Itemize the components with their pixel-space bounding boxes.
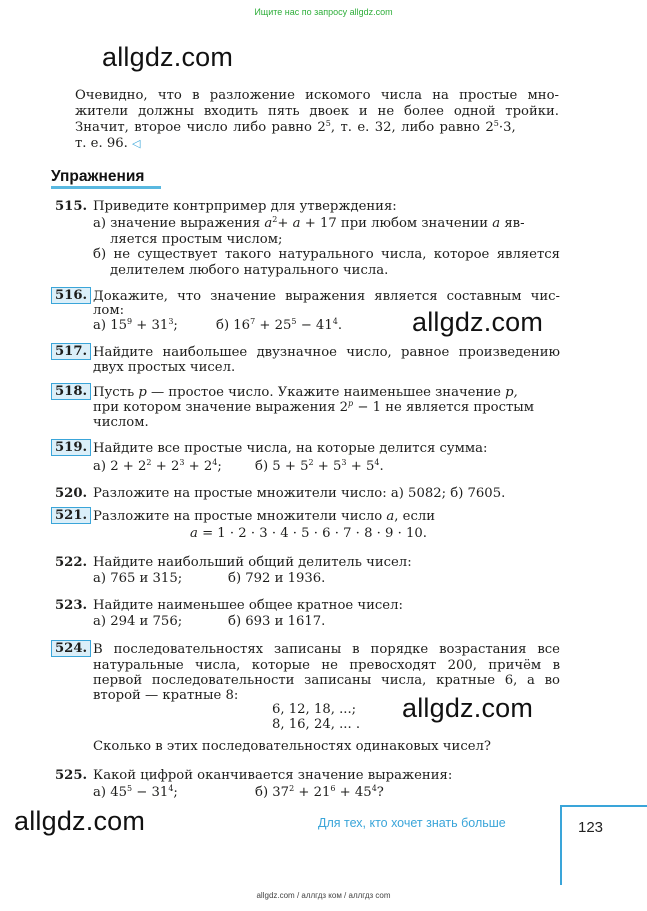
text: + 21 (294, 785, 331, 800)
intro-line (75, 120, 559, 136)
sequence-line: 6, 12, 18, ...; (272, 702, 357, 717)
text: ; (173, 318, 178, 333)
exercise-text: б) 792 и 1936. (228, 571, 326, 586)
footer-caption: Для тех, кто хочет знать больше (318, 816, 506, 830)
bottom-site-links: allgdz.com / аллгдз ком / аллгдз com (256, 891, 391, 900)
superscript: 5 (493, 119, 499, 128)
exercise-text: В последовательностях записаны в порядке возрастания все (93, 642, 560, 657)
superscript: p (348, 399, 354, 408)
exercise-number: 520. (55, 486, 88, 501)
text: . (379, 459, 384, 474)
exercise-number-highlighted: 519. (51, 439, 91, 456)
exercise-text: Найдите наименьшее общее кратное чисел: (93, 598, 403, 613)
exercise-number-highlighted: 517. (51, 343, 91, 360)
section-underline (51, 186, 161, 189)
exercise-text: а) 294 и 756; (93, 614, 183, 629)
exercise-text: Приведите контрпример для утверждения: (93, 199, 397, 214)
exercise-text: Найдите наибольшее двузначное число, равное произведению (93, 345, 560, 360)
superscript: 2 (272, 215, 278, 224)
exercise-text (255, 459, 384, 475)
variable: a (264, 216, 273, 231)
exercise-text (93, 385, 560, 401)
text: ·3, (498, 120, 516, 135)
superscript: 3 (341, 458, 347, 467)
text: + 2 (151, 459, 180, 474)
exercise-number: 525. (55, 768, 88, 783)
superscript: 4 (374, 458, 380, 467)
exercise-text: Какой цифрой оканчивается значение выражения: (93, 768, 453, 783)
text: = 1 · 2 · 3 · 4 · 5 · 6 · 7 · 8 · 9 · 10. (197, 526, 427, 541)
intro-line (75, 136, 141, 152)
variable: p (138, 385, 147, 400)
text: − 31 (136, 785, 169, 800)
exercise-number: 515. (55, 199, 88, 214)
exercise-text (255, 785, 384, 801)
watermark: allgdz.com (102, 42, 234, 72)
text: а) 15 (93, 318, 127, 333)
exercise-number-highlighted: 518. (51, 383, 91, 400)
superscript: 6 (330, 784, 336, 793)
exercise-text: ляется простым числом; (110, 232, 283, 247)
text: + 17 при любом значении (304, 216, 493, 231)
text: − 1 не является простым (357, 400, 535, 415)
text: б) 37 (255, 785, 290, 800)
exercise-text (93, 318, 178, 334)
exercise-number-highlighted: 521. (51, 507, 91, 524)
text: . (337, 318, 343, 333)
end-of-solution-icon: ◁ (132, 137, 141, 150)
watermark: allgdz.com (14, 806, 146, 836)
text: Значит, второе число либо равно 2 (75, 120, 326, 135)
text: б) 16 (216, 318, 251, 333)
section-title: Упражнения (51, 168, 145, 185)
exercise-text: Докажите, что значение выражения является составным чис- (93, 289, 560, 304)
exercise-number: 523. (55, 598, 88, 613)
watermark: allgdz.com (402, 693, 534, 723)
text: + (277, 216, 289, 231)
text: при котором значение выражения 2 (93, 400, 349, 415)
exercise-text: Найдите наибольший общий делитель чисел: (93, 555, 412, 570)
exercise-number-highlighted: 524. (51, 640, 91, 657)
exercise-text: Сколько в этих последовательностях одинаковых чисел? (93, 739, 491, 754)
text: ; (217, 459, 222, 474)
superscript: 3 (168, 317, 174, 326)
text: яв- (500, 216, 525, 231)
exercise-text: б) не существует такого натурального числа, которое является (93, 247, 560, 262)
variable: a (190, 526, 198, 541)
superscript: 9 (126, 317, 133, 326)
text: а) 45 (93, 785, 127, 800)
exercise-text (93, 785, 178, 801)
exercise-text (93, 459, 222, 475)
exercise-text: натуральные числа, которые не превосходят 200, причём в (93, 658, 560, 673)
superscript: 4 (371, 784, 377, 793)
exercise-text (93, 216, 560, 232)
text: ; (173, 785, 178, 800)
page-number: 123 (578, 819, 604, 836)
exercise-text: первой последовательности записаны числа, кратные 6, а во (93, 673, 560, 688)
intro-line: жители должны входить пять двоек и не более одной тройки. (75, 104, 559, 119)
text: , если (394, 509, 436, 524)
text: б) 5 + 5 (255, 459, 309, 474)
exercise-number-highlighted: 516. (51, 287, 91, 304)
exercise-text: числом. (93, 415, 149, 430)
exercise-text (93, 400, 560, 416)
exercise-number: 522. (55, 555, 88, 570)
footer-divider (560, 805, 647, 807)
exercise-text: Найдите все простые числа, на которые делится сумма: (93, 441, 488, 456)
text: + 31 (136, 318, 169, 333)
text: + 5 (346, 459, 375, 474)
superscript: 3 (179, 458, 185, 467)
text: — простое число. Укажите наименьшее значение (146, 385, 506, 400)
exercise-text: двух простых чисел. (93, 360, 236, 375)
top-search-hint: Ищите нас по запросу allgdz.com (254, 7, 393, 17)
superscript: 2 (289, 784, 295, 793)
text: + 5 (313, 459, 342, 474)
text: , т. е. 32, либо равно 2 (330, 120, 494, 135)
footer-divider (560, 805, 562, 885)
exercise-text (93, 509, 435, 525)
intro-line: Очевидно, что в разложение искомого числа на простые мно- (75, 88, 559, 103)
superscript: 4 (212, 458, 218, 467)
superscript: 2 (146, 458, 152, 467)
exercise-text: б) 693 и 1617. (228, 614, 326, 629)
exercise-text: Разложите на простые множители число: а) 5082; б) 7605. (93, 486, 506, 501)
text: + 2 (184, 459, 213, 474)
text: а) 2 + 2 (93, 459, 147, 474)
superscript: 2 (308, 458, 314, 467)
text: ? (376, 785, 384, 800)
superscript: 7 (250, 317, 256, 326)
exercise-text: а) 765 и 315; (93, 571, 183, 586)
variable: p, (505, 385, 518, 400)
watermark: allgdz.com (412, 307, 544, 337)
superscript: 5 (325, 119, 331, 128)
text: + 45 (335, 785, 372, 800)
text: а) значение выражения (93, 216, 265, 231)
sequence-line: 8, 16, 24, ... . (272, 717, 361, 732)
text: Пусть (93, 385, 139, 400)
exercise-text: делителем любого натурального числа. (110, 263, 389, 278)
text: Разложите на простые множители число (93, 509, 387, 524)
superscript: 4 (168, 784, 174, 793)
exercise-text (216, 318, 342, 334)
exercise-text: второй — кратные 8: (93, 688, 239, 703)
text: − 41 (300, 318, 333, 333)
exercise-formula (190, 526, 427, 542)
superscript: 5 (126, 784, 133, 793)
exercise-text: лом: (93, 303, 125, 318)
variable: a (386, 509, 395, 524)
superscript: 4 (332, 317, 338, 326)
variable: a (292, 216, 301, 231)
variable: a (492, 216, 501, 231)
superscript: 5 (291, 317, 297, 326)
text: + 25 (259, 318, 292, 333)
text: т. е. 96. (75, 136, 128, 151)
